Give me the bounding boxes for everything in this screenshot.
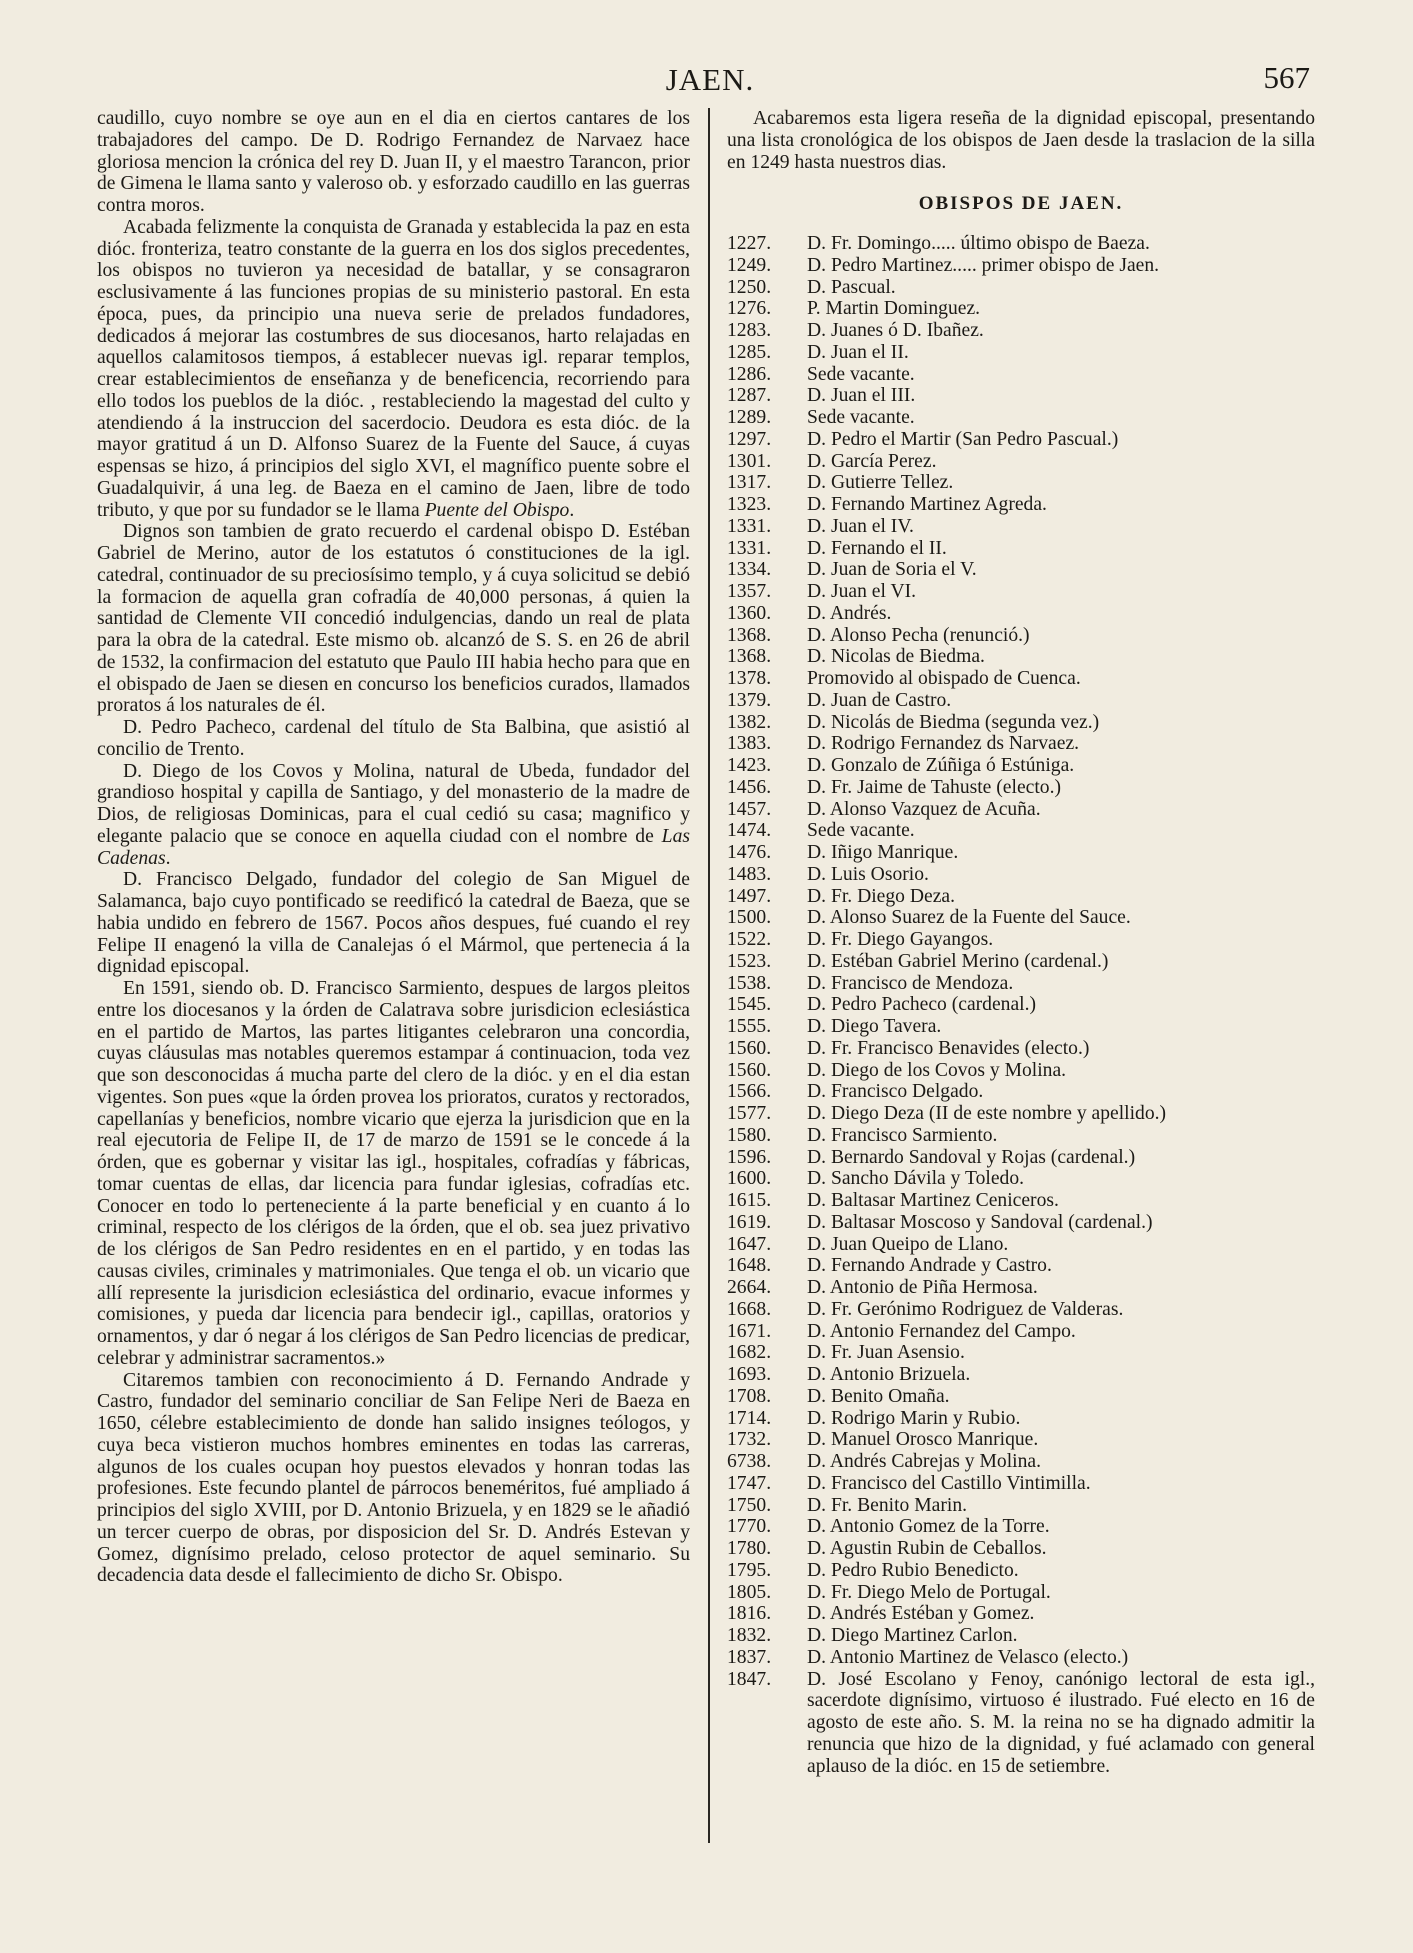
paragraph: Citaremos tambien con reconocimiento á D. Fernando Andrade y Castro, fundador del seminario conciliar de San Felipe Neri de Baeza en 1650, célebre establecimiento de donde han salido insignes teólogos, y cuya beca vistieron muchos hombres eminentes en todas las carreras, algunos de los cuales ocupan hoy puestos elevados y honran todas las profesiones. Este fecundo plantel de párrocos beneméritos, fué ampliado á principios del siglo XVIII, por D. Antonio Brizuela, y en 1829 se le añadió un tercer cuerpo de obras, por disposicion del Sr. D. Andrés Estevan y Gomez, dignísimo prelado, celoso protector de aquel seminario. Su decadencia data desde el fallecimiento de dicho Sr. Obispo. <box>97 1369 690 1587</box>
bishop-year: 1750. <box>727 1494 772 1516</box>
bishop-year: 6738. <box>727 1451 772 1472</box>
bishop-year: 1286. <box>727 363 772 385</box>
bishop-entry <box>727 864 1315 886</box>
bishop-name: D. Francisco Delgado. <box>807 1081 984 1103</box>
bishop-entry <box>727 625 1315 647</box>
bishop-entry <box>727 668 1315 690</box>
bishop-name: D. Diego Tavera. <box>807 1016 942 1037</box>
bishop-entry <box>727 1603 1315 1625</box>
bishop-entry <box>727 559 1315 581</box>
bishop-entry <box>727 320 1315 342</box>
bishop-year: 1457. <box>727 798 772 820</box>
bishop-year: 1276. <box>727 298 772 320</box>
bishop-entry <box>727 298 1315 320</box>
bishop-entry <box>727 364 1315 386</box>
bishop-name: D. Bernardo Sandoval y Rojas (cardenal.) <box>807 1146 1136 1168</box>
bishop-name: D. Juan de Castro. <box>807 689 952 711</box>
bishop-year: 1500. <box>727 907 772 929</box>
paragraph: Acabada felizmente la conquista de Granada y establecida la paz en esta dióc. fronteriza, teatro constante de la guerra en los dos siglos precedentes, los obispos no tuvieron ya necesidad de batallar, y se consagraron esclusivamente á las funciones propias de su ministerio pastoral. En esta época, pues, da principio una nueva serie de prelados fundadores, dedicados á mejorar las costumbres de sus diocesanos, harto relajadas en aquellos calamitosos tiempos, á establecer nuevas igl. reparar templos, crear establecimientos de enseñanza y de beneficencia, recorriendo para ello todos los pueblos de la dióc. , restableciendo la magestad del culto y atendiendo á la instruccion del sacerdocio. Deudora es esta dióc. de la mayor gratitud á un D. Alfonso Suarez de la Fuente del Sauce, á cuyas espensas se hizo, á principios del siglo XVI, el magnífico puente sobre el Guadalquivir, á una leg. de Baeza en el camino de Jaen, libre de todo tributo, y que por su fundador se le llama Puente del Obispo. <box>97 216 690 521</box>
bishop-year: 1378. <box>727 668 772 689</box>
bishop-name: D. Nicolas de Biedma. <box>807 646 985 668</box>
bishop-year: 1795. <box>727 1559 772 1581</box>
bishop-name: D. Gutierre Tellez. <box>807 472 954 494</box>
bishop-year: 1227. <box>727 233 772 254</box>
bishop-entry <box>727 277 1315 299</box>
bishop-entry <box>727 842 1315 864</box>
bishop-name: D. Agustin Rubin de Ceballos. <box>807 1538 1047 1559</box>
paragraph: D. Diego de los Covos y Molina, natural de Ubeda, fundador del grandioso hospital y capilla de Santiago, y del monasterio de la madre de Dios, de religiosas Dominicas, para el cual cedió su casa; magnifico y elegante palacio que se conoce en aquella ciudad con el nombre de Las Cadenas. <box>97 760 690 869</box>
bishop-entry <box>727 1103 1315 1125</box>
bishop-entry <box>727 994 1315 1016</box>
bishop-entry <box>727 1212 1315 1234</box>
paragraph: D. Pedro Pacheco, cardenal del título de Sta Balbina, que asistió al concilio de Trento. <box>97 717 690 760</box>
bishop-name: D. Pedro Rubio Benedicto. <box>807 1559 1019 1581</box>
bishop-entry <box>727 1147 1315 1169</box>
bishop-name: D. Fr. Benito Marin. <box>807 1494 968 1516</box>
bishop-name: D. Pedro Martinez..... primer obispo de Jaen. <box>807 254 1160 276</box>
bishop-entry <box>727 1234 1315 1256</box>
bishop-name: D. Andrés Estéban y Gomez. <box>807 1603 1035 1625</box>
bishop-name: D. Nicolás de Biedma (segunda vez.) <box>807 711 1100 733</box>
paragraph: En 1591, siendo ob. D. Francisco Sarmiento, despues de largos pleitos entre los diocesanos y la órden de Calatrava sobre jurisdicion eclesiástica en el partido de Martos, las partes litigantes celebraron una concordia, cuyas cláusulas mas notables queremos estampar á continuacion, toda vez que son desconocidas á mucha parte del clero de la dióc. y en el dia estan vigentes. Son pues «que la órden provea los prioratos, curatos y rectorados, capellanías y beneficios, nombre vicario que ejerza la jurisdicion que en la real ejecutoria de Felipe II, de 17 de marzo de 1591 se le concede á la órden, que es gobernar y visitar las igl., hospitales, cofradías y fábricas, tomar cuentas de ellas, dar licencia para fundar iglesias, cofradías etc. Conocer en todo lo perteneciente á la parte beneficial y en cuanto á lo criminal, respecto de los clérigos de la órden, que el ob. sea juez privativo de los clérigos de San Pedro residentes en en el partido, y en todas las causas civiles, criminales y matrimoniales. Que tenga el ob. un vicario que allí represente la jurisdicion eclesiástica del ordinario, evacue informes y comisiones, y pueda dar licencia para bendecir igl., capillas, oratorios y ornamentos, y dar ó negar á los clérigos de San Pedro licencias de predicar, celebrar y administrar sacramentos.» <box>97 978 690 1369</box>
bishop-name: D. Diego Deza (II de este nombre y apellido.) <box>807 1103 1167 1124</box>
bishop-name: D. Juan Queipo de Llano. <box>807 1233 1009 1255</box>
bishop-year: 1615. <box>727 1190 772 1211</box>
bishop-entry <box>727 690 1315 712</box>
bishop-entry <box>727 1190 1315 1212</box>
bishop-year: 1323. <box>727 494 772 515</box>
bishop-name: D. Fr. Diego Deza. <box>807 885 956 907</box>
bishop-entry <box>727 407 1315 429</box>
bishop-entry <box>727 973 1315 995</box>
bishop-name: D. Alonso Suarez de la Fuente del Sauce. <box>807 907 1131 929</box>
bishop-entry <box>727 1495 1315 1517</box>
bishop-year: 1382. <box>727 711 772 733</box>
bishop-name: D. Fr. Francisco Benavides (electo.) <box>807 1037 1090 1059</box>
paragraph: caudillo, cuyo nombre se oye aun en el dia en ciertos cantares de los trabajadores del campo. De D. Rodrigo Fernandez de Narvaez hace gloriosa mencion la crónica del rey D. Juan II, y el maestro Tarancon, prior de Gimena le llama santo y valeroso ob. y esforzado caudillo en las guerras contra moros. <box>97 108 690 216</box>
bishop-entry <box>727 472 1315 494</box>
bishop-name: D. Estéban Gabriel Merino (cardenal.) <box>807 950 1109 972</box>
bishop-name: D. Manuel Orosco Manrique. <box>807 1429 1039 1451</box>
bishop-name: D. Antonio Martinez de Velasco (electo.) <box>807 1646 1129 1668</box>
bishop-name: D. Baltasar Moscoso y Sandoval (cardenal.) <box>807 1211 1153 1233</box>
bishop-year: 1331. <box>727 515 772 537</box>
bishop-entry <box>727 385 1315 407</box>
bishop-year: 1334. <box>727 559 772 581</box>
bishop-year: 1832. <box>727 1625 772 1646</box>
bishop-year: 1780. <box>727 1538 772 1559</box>
bishop-name: D. Gonzalo de Zúñiga ó Estúniga. <box>807 755 1075 776</box>
bishop-name: Promovido al obispado de Cuenca. <box>807 668 1081 689</box>
bishop-entry <box>727 494 1315 516</box>
bishop-name: D. Fr. Domingo..... último obispo de Baeza. <box>807 233 1150 254</box>
bishop-entry <box>727 951 1315 973</box>
left-column <box>97 108 690 1587</box>
bishop-year: 1357. <box>727 581 772 602</box>
bishop-entry <box>727 755 1315 777</box>
bishop-list <box>727 233 1315 1777</box>
bishop-name: D. Fernando Martinez Agreda. <box>807 494 1047 515</box>
bishop-entry <box>727 342 1315 364</box>
bishop-year: 1317. <box>727 472 772 494</box>
bishop-name: P. Martin Dominguez. <box>807 298 981 320</box>
bishop-entry <box>727 516 1315 538</box>
bishop-name: D. Luis Osorio. <box>807 863 929 885</box>
bishop-year: 1747. <box>727 1472 772 1494</box>
bishop-year: 1714. <box>727 1407 772 1429</box>
bishop-year: 1301. <box>727 450 772 472</box>
bishop-year: 1816. <box>727 1603 772 1625</box>
bishop-name: D. Fr. Diego Gayangos. <box>807 929 994 950</box>
bishop-name: D. García Perez. <box>807 450 937 472</box>
bishop-name: D. Juan el III. <box>807 385 916 407</box>
bishop-year: 1483. <box>727 863 772 885</box>
bishop-year: 1596. <box>727 1146 772 1168</box>
bishop-entry <box>727 712 1315 734</box>
bishop-year: 1250. <box>727 276 772 298</box>
bishop-entry <box>727 581 1315 603</box>
list-intro: Acabaremos esta ligera reseña de la dignidad episcopal, presentando una lista cronológica de los obispos de Jaen desde la traslacion de la silla en 1249 hasta nuestros dias. <box>727 108 1315 173</box>
bishop-entry <box>727 777 1315 799</box>
bishop-name: D. Antonio Brizuela. <box>807 1364 971 1385</box>
bishop-name: D. Fr. Jaime de Tahuste (electo.) <box>807 776 1062 798</box>
bishop-year: 1668. <box>727 1298 772 1320</box>
bishop-year: 1297. <box>727 428 772 450</box>
bishop-year: 1732. <box>727 1429 772 1451</box>
bishop-entry <box>727 1321 1315 1343</box>
bishop-year: 1522. <box>727 929 772 950</box>
bishop-name: D. Andrés. <box>807 602 892 624</box>
bishop-year: 1538. <box>727 972 772 994</box>
bishop-year: 2664. <box>727 1277 772 1298</box>
page-number: 567 <box>1263 60 1310 95</box>
bishop-year: 1682. <box>727 1342 772 1364</box>
bishop-name: D. Juan el VI. <box>807 581 917 602</box>
bishop-entry <box>727 1386 1315 1408</box>
bishop-name: D. Fr. Juan Asensio. <box>807 1342 965 1364</box>
bishop-name: D. Rodrigo Fernandez ds Narvaez. <box>807 733 1080 755</box>
bishop-entry <box>727 1038 1315 1060</box>
bishop-entry <box>727 1016 1315 1038</box>
bishop-year: 1805. <box>727 1581 772 1603</box>
bishop-year: 1693. <box>727 1364 772 1385</box>
bishop-year: 1476. <box>727 842 772 863</box>
bishop-year: 1360. <box>727 602 772 624</box>
bishop-name: D. Diego Martinez Carlon. <box>807 1625 1018 1646</box>
bishop-name: D. Andrés Cabrejas y Molina. <box>807 1451 1041 1472</box>
bishop-year: 1289. <box>727 407 772 428</box>
bishop-year: 1474. <box>727 820 772 842</box>
bishop-name: D. Juan de Soria el V. <box>807 559 977 581</box>
bishop-entry <box>727 1516 1315 1538</box>
bishop-year: 1580. <box>727 1124 772 1146</box>
column-divider <box>708 108 710 1843</box>
bishop-entry <box>727 799 1315 821</box>
bishop-year: 1837. <box>727 1646 772 1668</box>
bishop-name: D. Pedro Pacheco (cardenal.) <box>807 994 1037 1016</box>
bishop-name: D. Iñigo Manrique. <box>807 842 959 863</box>
bishop-year: 1560. <box>727 1037 772 1059</box>
bishop-entry <box>727 233 1315 255</box>
paragraph: D. Francisco Delgado, fundador del colegio de San Miguel de Salamanca, bajo cuyo pontificado se reedificó la catedral de Baeza, que se habia undido en febrero de 1567. Pocos años despues, fué cuando el rey Felipe II enagenó la villa de Canalejas ó el Mármol, que pertenecia á la dignidad episcopal. <box>97 869 690 978</box>
bishop-entry <box>727 1582 1315 1604</box>
bishop-entry <box>727 1255 1315 1277</box>
bishop-entry <box>727 603 1315 625</box>
italic-palace-name: Las Cadenas <box>97 825 690 869</box>
bishop-entry <box>727 733 1315 755</box>
bishop-entry <box>727 1364 1315 1386</box>
bishop-year: 1456. <box>727 776 772 798</box>
bishop-name: D. Sancho Dávila y Toledo. <box>807 1168 1025 1190</box>
bishop-entry <box>727 1081 1315 1103</box>
bishop-year: 1847. <box>727 1668 772 1690</box>
bishop-year: 1368. <box>727 624 772 646</box>
bishop-entry <box>727 886 1315 908</box>
bishop-name: D. Benito Omaña. <box>807 1385 950 1407</box>
bishop-name: Sede vacante. <box>807 363 915 385</box>
bishop-year: 1331. <box>727 537 772 559</box>
bishop-entry <box>727 538 1315 560</box>
section-heading: OBISPOS DE JAEN. <box>918 193 1124 215</box>
bishop-year: 1560. <box>727 1059 772 1081</box>
bishop-year: 1566. <box>727 1081 772 1103</box>
bishop-entry <box>727 646 1315 668</box>
bishop-name: D. Fernando Andrade y Castro. <box>807 1255 1052 1277</box>
bishop-name: D. Fernando el II. <box>807 537 947 559</box>
bishop-entry <box>727 1538 1315 1560</box>
bishop-name: D. Antonio Gomez de la Torre. <box>807 1516 1050 1538</box>
bishop-name: D. Fr. Diego Melo de Portugal. <box>807 1581 1051 1603</box>
page-header-title: JAEN. <box>665 62 755 97</box>
bishop-name: D. José Escolano y Fenoy, canónigo lectoral de esta igl., sacerdote dignísimo, virtuoso é ilustrado. Fué electo en 16 de agosto de este año. S. M. la reina no se ha dignado admitir la renuncia que hizo de la dignidad, y fué aclamado con general aplauso de la dióc. en 15 de setiembre. <box>807 1668 1315 1777</box>
bishop-name: Sede vacante. <box>807 407 915 428</box>
paragraph: Dignos son tambien de grato recuerdo el cardenal obispo D. Estéban Gabriel de Merino, autor de los estatutos ó constituciones de la igl. catedral, continuador de su preciosísimo templo, y á cuya solicitud se debió la formacion de aquella gran cofradía de 40,000 personas, á quien la santidad de Clemente VII concedió indulgencias, dando un real de plata para la obra de la catedral. Este mismo ob. alcanzó de S. S. en 26 de abril de 1532, la confirmacion del estatuto que Paulo III habia hecho para que en el obispado de Jaen se diesen en concurso los beneficios curados, llamados proratos á los naturales de él. <box>97 521 690 717</box>
bishop-name: D. Rodrigo Marin y Rubio. <box>807 1407 1021 1429</box>
bishop-year: 1249. <box>727 254 772 276</box>
bishop-year: 1555. <box>727 1016 772 1037</box>
bishop-entry <box>727 1669 1315 1778</box>
bishop-entry <box>727 255 1315 277</box>
bishop-year: 1287. <box>727 385 772 407</box>
bishop-entry <box>727 929 1315 951</box>
bishop-entry <box>727 1299 1315 1321</box>
bishop-year: 1600. <box>727 1168 772 1190</box>
bishop-entry <box>727 1342 1315 1364</box>
bishop-year: 1671. <box>727 1320 772 1342</box>
bishop-entry <box>727 1451 1315 1473</box>
bishop-year: 1379. <box>727 689 772 711</box>
bishop-year: 1545. <box>727 994 772 1016</box>
bishop-year: 1708. <box>727 1385 772 1407</box>
bishop-name: D. Juanes ó D. Ibañez. <box>807 320 984 341</box>
bishop-entry <box>727 1647 1315 1669</box>
bishop-name: D. Juan el IV. <box>807 515 914 537</box>
bishop-name: D. Pedro el Martir (San Pedro Pascual.) <box>807 428 1119 450</box>
bishop-entry <box>727 1625 1315 1647</box>
bishop-entry <box>727 907 1315 929</box>
bishop-entry <box>727 429 1315 451</box>
bishop-year: 1648. <box>727 1255 772 1277</box>
italic-bridge-name: Puente del Obispo <box>424 499 570 521</box>
bishop-entry <box>727 1277 1315 1299</box>
bishop-name: Sede vacante. <box>807 820 915 842</box>
bishop-year: 1368. <box>727 646 772 668</box>
bishop-entry <box>727 1408 1315 1430</box>
bishop-year: 1423. <box>727 755 772 776</box>
bishop-name: D. Alonso Pecha (renunció.) <box>807 624 1030 646</box>
bishop-year: 1283. <box>727 320 772 341</box>
bishop-entry <box>727 1060 1315 1082</box>
bishop-name: D. Francisco Sarmiento. <box>807 1124 998 1146</box>
bishop-year: 1497. <box>727 885 772 907</box>
bishop-name: D. Diego de los Covos y Molina. <box>807 1059 1067 1081</box>
bishop-name: D. Pascual. <box>807 276 896 298</box>
bishop-name: D. Antonio de Piña Hermosa. <box>807 1277 1038 1298</box>
right-column <box>727 108 1315 1777</box>
bishop-name: D. Francisco de Mendoza. <box>807 972 1014 994</box>
bishop-name: D. Alonso Vazquez de Acuña. <box>807 798 1041 820</box>
bishop-year: 1619. <box>727 1211 772 1233</box>
bishop-entry <box>727 451 1315 473</box>
bishop-year: 1647. <box>727 1233 772 1255</box>
bishop-entry <box>727 1168 1315 1190</box>
bishop-entry <box>727 1125 1315 1147</box>
bishop-entry <box>727 1473 1315 1495</box>
bishop-name: D. Antonio Fernandez del Campo. <box>807 1320 1076 1342</box>
bishop-entry <box>727 1560 1315 1582</box>
bishop-entry <box>727 820 1315 842</box>
bishop-year: 1285. <box>727 341 772 363</box>
bishop-year: 1523. <box>727 950 772 972</box>
bishop-name: D. Juan el II. <box>807 341 909 363</box>
bishop-name: D. Fr. Gerónimo Rodriguez de Valderas. <box>807 1298 1124 1320</box>
bishop-year: 1770. <box>727 1516 772 1538</box>
bishop-year: 1383. <box>727 733 772 755</box>
bishop-name: D. Francisco del Castillo Vintimilla. <box>807 1472 1091 1494</box>
bishop-entry <box>727 1429 1315 1451</box>
bishop-name: D. Baltasar Martinez Ceniceros. <box>807 1190 1059 1211</box>
bishop-year: 1577. <box>727 1103 772 1124</box>
